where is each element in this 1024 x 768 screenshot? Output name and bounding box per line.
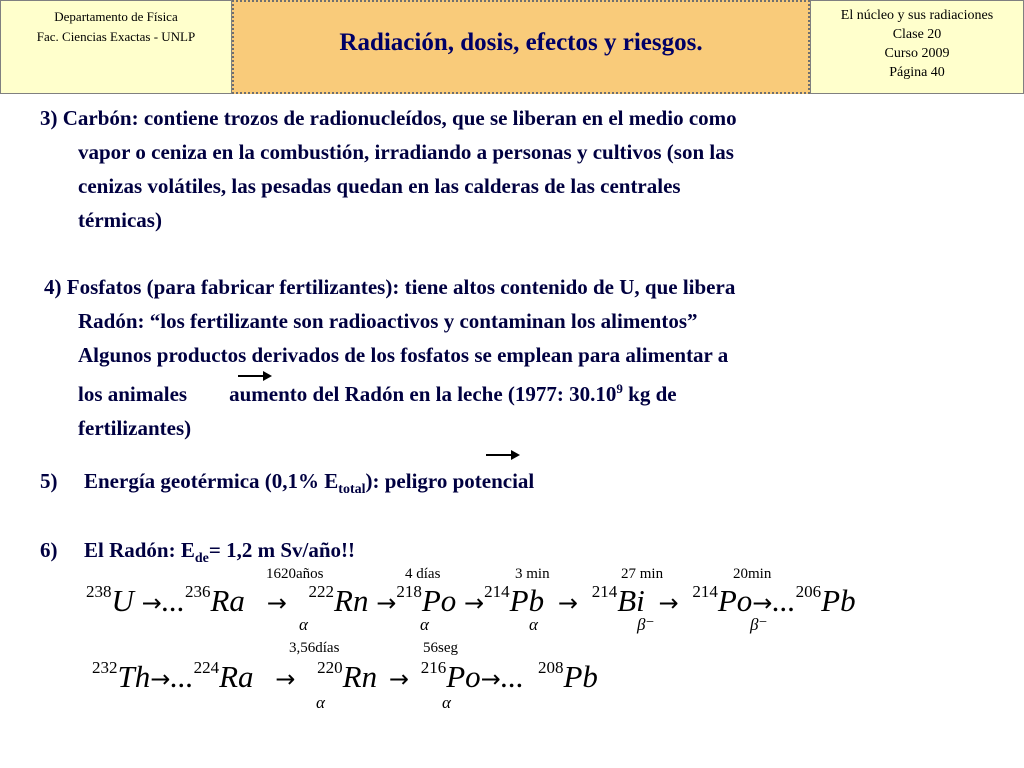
implies-arrow-icon-2 bbox=[486, 454, 518, 456]
rn222-symbol: Rn bbox=[334, 583, 369, 618]
item-6-number: 6) bbox=[40, 538, 58, 562]
item-4-line-5: fertilizantes) bbox=[78, 416, 192, 440]
decay-chain-uranium bbox=[86, 582, 856, 619]
pb206-symbol: Pb bbox=[821, 583, 856, 618]
po218-symbol: Po bbox=[421, 583, 457, 618]
decay-beta-1: β⁻ bbox=[637, 615, 655, 634]
rn220-mass: 220 bbox=[317, 658, 343, 677]
header-left-box bbox=[0, 0, 232, 94]
pb214-symbol: Pb bbox=[509, 583, 545, 618]
bi214-symbol: Bi bbox=[617, 583, 645, 618]
arrow-icon: → bbox=[464, 589, 485, 617]
halflife-rn220: 56seg bbox=[423, 640, 458, 656]
pb208-mass: 208 bbox=[538, 658, 564, 677]
halflife-ra224: 3,56días bbox=[289, 640, 340, 656]
item-6-subscript: de bbox=[194, 551, 209, 567]
decay-alpha-th-1: α bbox=[316, 693, 325, 712]
th232-symbol: Th bbox=[117, 659, 151, 694]
ellipsis: ... bbox=[500, 659, 524, 694]
halflife-po218: 3 min bbox=[515, 566, 550, 582]
ra236-symbol: Ra bbox=[210, 583, 245, 618]
arrow-icon: → bbox=[376, 589, 397, 617]
item-3-line-1: 3) Carbón: contiene trozos de radionucleídos, que se liberan en el medio como bbox=[40, 106, 737, 130]
item-4-line-3: Algunos productos derivados de los fosfatos se emplean para alimentar a bbox=[78, 343, 729, 367]
ellipsis: ... bbox=[170, 659, 194, 694]
item-3-carbon bbox=[40, 101, 1000, 237]
arrow-icon: → bbox=[141, 589, 162, 617]
item-6-text-start: El Radón: E bbox=[84, 538, 195, 562]
item-4-line-1: 4) Fosfatos (para fabricar fertilizantes): tiene altos contenido de U, que libera bbox=[44, 275, 736, 299]
course-year: Curso 2009 bbox=[884, 46, 950, 61]
decay-chain-thorium bbox=[92, 658, 598, 695]
ellipsis: ... bbox=[772, 583, 796, 618]
arrow-icon: → bbox=[557, 589, 578, 617]
item-4-line-4-end: kg de bbox=[622, 382, 677, 406]
item-6-text-end: = 1,2 m Sv/año!! bbox=[208, 538, 356, 562]
header-title-box bbox=[232, 0, 810, 94]
item-3-line-3: cenizas volátiles, las pesadas quedan en las calderas de las centrales bbox=[78, 174, 681, 198]
pb206-mass: 206 bbox=[795, 582, 822, 601]
item-5-subscript: total bbox=[338, 482, 366, 498]
header-right-box bbox=[810, 0, 1024, 94]
decay-beta-2: β⁻ bbox=[750, 615, 768, 634]
arrow-icon: → bbox=[658, 589, 679, 617]
item-5-text-start: Energía geotérmica (0,1% E bbox=[84, 469, 339, 493]
ra224-symbol: Ra bbox=[219, 659, 254, 694]
halflife-ra236: 1620años bbox=[266, 566, 324, 582]
item-4-line-4-start: los animales bbox=[78, 382, 188, 406]
pb208-symbol: Pb bbox=[563, 659, 598, 694]
halflife-rn222: 4 días bbox=[405, 566, 441, 582]
bi214-mass: 214 bbox=[591, 582, 618, 601]
u238-symbol: U bbox=[111, 583, 134, 618]
rn222-mass: 222 bbox=[308, 582, 335, 601]
decay-alpha-2: α bbox=[420, 615, 429, 634]
arrow-icon: → bbox=[480, 665, 501, 693]
halflife-pb214: 27 min bbox=[621, 566, 664, 582]
faculty-label: Fac. Ciencias Exactas - UNLP bbox=[36, 29, 196, 44]
u238-mass: 238 bbox=[86, 582, 112, 601]
pb214-mass: 214 bbox=[484, 582, 510, 601]
arrow-icon: → bbox=[275, 665, 296, 693]
arrow-icon: → bbox=[752, 589, 773, 617]
decay-alpha-3: α bbox=[529, 615, 538, 634]
page-number: Página 40 bbox=[889, 65, 945, 80]
course-topic: El núcleo y sus radiaciones bbox=[840, 8, 994, 23]
item-4-exponent: 9 bbox=[616, 381, 623, 396]
halflife-bi214: 20min bbox=[733, 566, 772, 582]
item-4-line-4 bbox=[44, 372, 1004, 411]
th232-mass: 232 bbox=[92, 658, 118, 677]
arrow-icon: → bbox=[150, 665, 171, 693]
ellipsis: ... bbox=[161, 583, 185, 618]
po216-symbol: Po bbox=[446, 659, 481, 694]
class-number: Clase 20 bbox=[892, 27, 942, 42]
item-5-geothermal bbox=[40, 464, 534, 507]
implies-arrow-icon bbox=[238, 375, 270, 377]
arrow-icon: → bbox=[266, 589, 287, 617]
item-5-text-end: ): peligro potencial bbox=[365, 469, 535, 493]
item-3-line-4: térmicas) bbox=[78, 208, 162, 232]
po214-mass: 214 bbox=[692, 582, 718, 601]
item-5-number: 5) bbox=[40, 469, 58, 493]
arrow-icon: → bbox=[388, 665, 409, 693]
decay-alpha-1: α bbox=[299, 615, 308, 634]
ra224-mass: 224 bbox=[193, 658, 220, 677]
ra236-mass: 236 bbox=[185, 582, 211, 601]
po214-symbol: Po bbox=[717, 583, 753, 618]
item-3-line-2: vapor o ceniza en la combustión, irradiando a personas y cultivos (son las bbox=[78, 140, 734, 164]
item-4-phosphates bbox=[44, 270, 1004, 445]
item-4-line-4-middle: aumento del Radón en la leche (1977: 30.10 bbox=[229, 382, 617, 406]
po216-mass: 216 bbox=[420, 658, 447, 677]
rn220-symbol: Rn bbox=[342, 659, 378, 694]
decay-alpha-th-2: α bbox=[442, 693, 451, 712]
department-label: Departamento de Física bbox=[54, 9, 178, 24]
item-4-line-2: Radón: “los fertilizante son radioactivos y contaminan los alimentos” bbox=[78, 309, 698, 333]
slide-title: Radiación, dosis, efectos y riesgos. bbox=[339, 29, 703, 56]
po218-mass: 218 bbox=[396, 582, 422, 601]
